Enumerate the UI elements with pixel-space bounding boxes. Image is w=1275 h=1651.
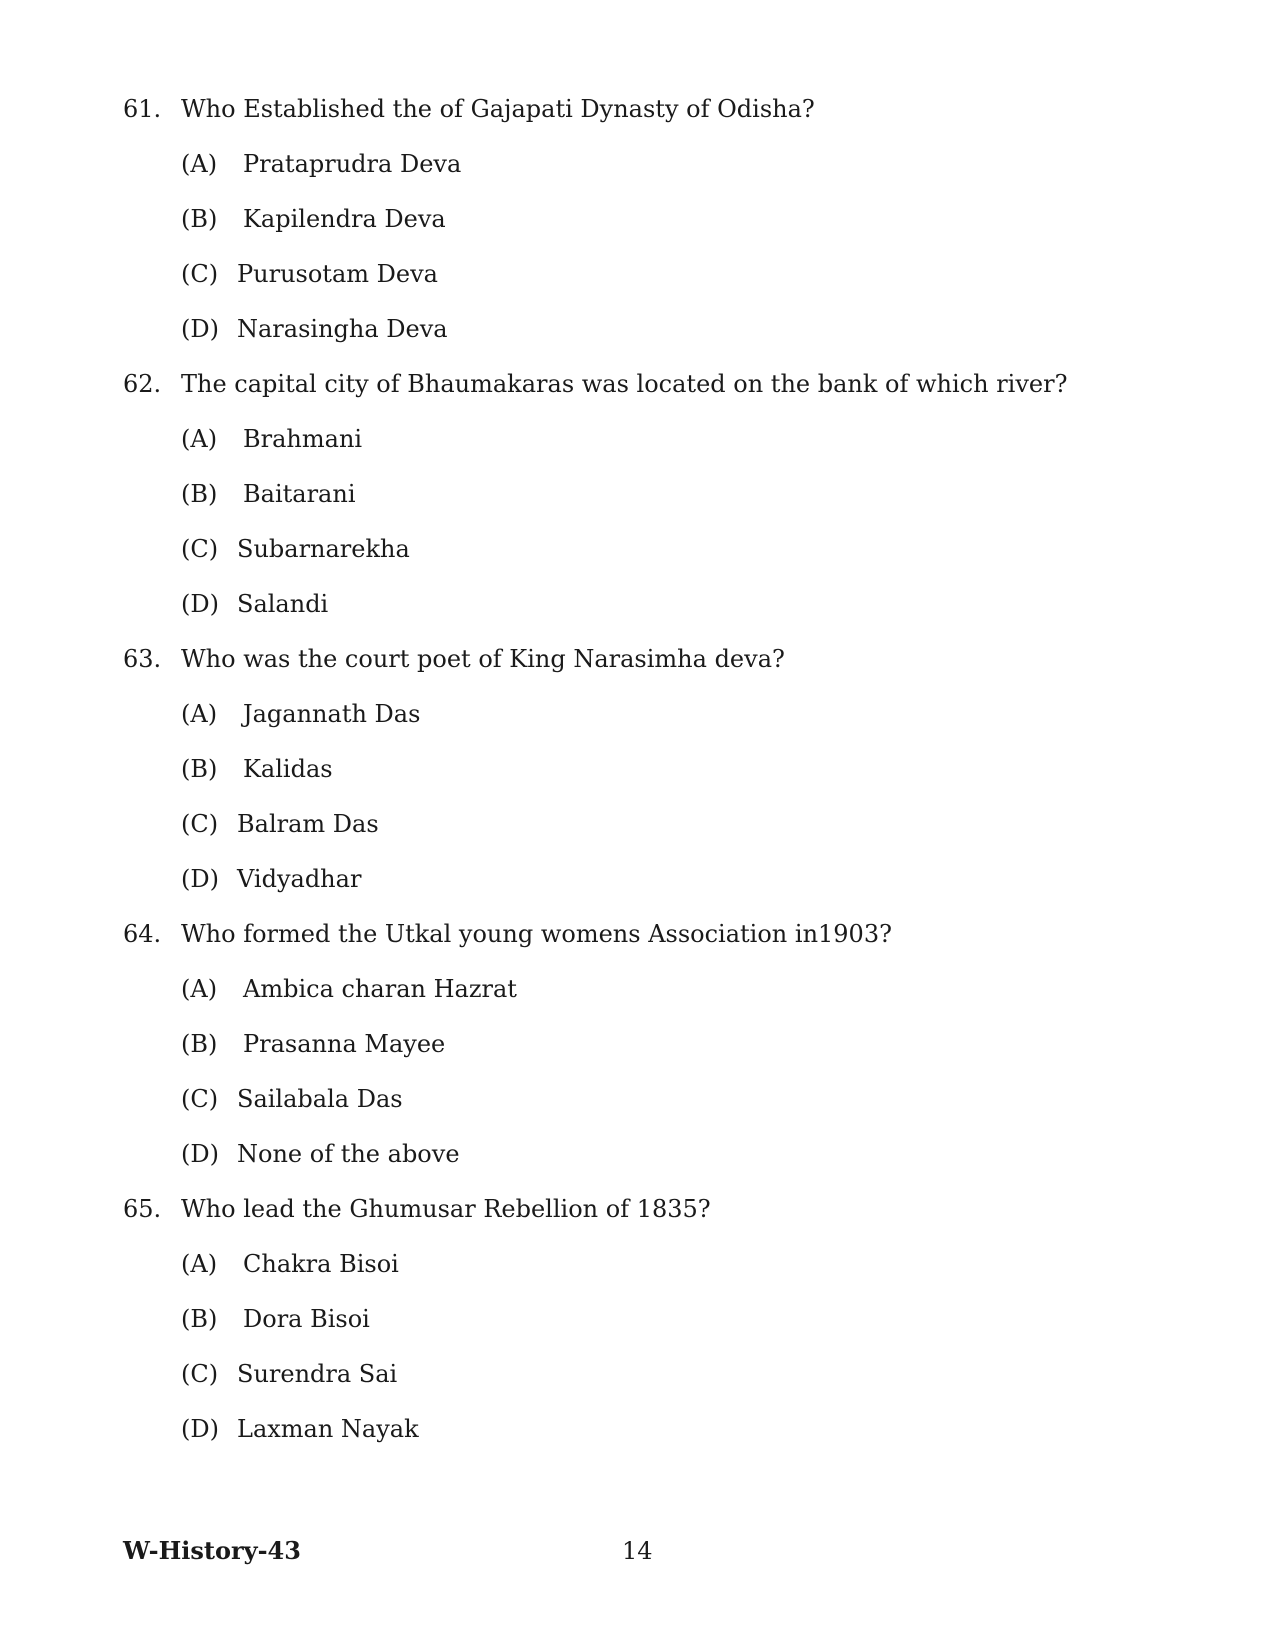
page-number: 14: [622, 1537, 653, 1565]
question-stem: [123, 644, 1173, 699]
option-d: [123, 1139, 1173, 1194]
option-text: Vidyadhar: [237, 865, 362, 893]
option-c: [123, 259, 1173, 314]
option-text: Salandi: [237, 590, 329, 618]
option-text: None of the above: [237, 1140, 460, 1168]
option-list: [123, 424, 1173, 644]
option-c: [123, 534, 1173, 589]
paper-code: W-History-43: [123, 1536, 301, 1565]
option-text: Prataprudra Deva: [243, 150, 462, 178]
option-d: [123, 864, 1173, 919]
question-number: 62.: [123, 370, 162, 398]
option-text: Ambica charan Hazrat: [243, 975, 517, 1003]
question-stem: [123, 1194, 1173, 1249]
option-text: Kalidas: [243, 755, 333, 783]
option-label: (A): [181, 425, 218, 453]
option-c: [123, 809, 1173, 864]
option-text: Surendra Sai: [237, 1360, 398, 1388]
option-text: Sailabala Das: [237, 1085, 403, 1113]
option-label: (D): [181, 865, 219, 893]
option-label: (C): [181, 1085, 219, 1113]
question-stem: [123, 369, 1173, 424]
option-d: [123, 589, 1173, 644]
option-text: Subarnarekha: [237, 535, 410, 563]
option-label: (B): [181, 205, 218, 233]
question-61: [123, 94, 1173, 369]
option-label: (A): [181, 975, 218, 1003]
question-number: 64.: [123, 920, 162, 948]
option-b: [123, 479, 1173, 534]
option-list: [123, 974, 1173, 1194]
option-a: [123, 424, 1173, 479]
option-text: Laxman Nayak: [237, 1415, 419, 1443]
option-a: [123, 1249, 1173, 1304]
question-text: Who was the court poet of King Narasimha deva?: [181, 645, 785, 673]
option-label: (D): [181, 1415, 219, 1443]
option-label: (C): [181, 810, 219, 838]
option-b: [123, 1304, 1173, 1359]
question-63: [123, 644, 1173, 919]
question-text: Who Established the of Gajapati Dynasty of Odisha?: [181, 95, 815, 123]
option-label: (C): [181, 1360, 219, 1388]
option-d: [123, 1414, 1173, 1469]
question-stem: [123, 94, 1173, 149]
option-label: (C): [181, 260, 219, 288]
question-text: Who formed the Utkal young womens Association in1903?: [181, 920, 892, 948]
option-text: Baitarani: [243, 480, 356, 508]
option-label: (B): [181, 480, 218, 508]
option-list: [123, 149, 1173, 369]
option-d: [123, 314, 1173, 369]
option-label: (C): [181, 535, 219, 563]
option-text: Prasanna Mayee: [243, 1030, 446, 1058]
option-label: (A): [181, 700, 218, 728]
option-text: Brahmani: [243, 425, 363, 453]
option-b: [123, 754, 1173, 809]
question-number: 63.: [123, 645, 162, 673]
option-b: [123, 1029, 1173, 1084]
option-c: [123, 1084, 1173, 1139]
option-a: [123, 149, 1173, 204]
option-label: (A): [181, 150, 218, 178]
option-label: (D): [181, 315, 219, 343]
question-text: Who lead the Ghumusar Rebellion of 1835?: [181, 1195, 711, 1223]
question-text: The capital city of Bhaumakaras was located on the bank of which river?: [181, 370, 1068, 398]
option-label: (B): [181, 1030, 218, 1058]
option-text: Dora Bisoi: [243, 1305, 370, 1333]
option-label: (B): [181, 755, 218, 783]
question-stem: [123, 919, 1173, 974]
option-label: (D): [181, 1140, 219, 1168]
option-label: (D): [181, 590, 219, 618]
option-list: [123, 1249, 1173, 1469]
question-number: 65.: [123, 1195, 162, 1223]
question-list: [123, 94, 1173, 1469]
option-a: [123, 974, 1173, 1029]
option-text: Balram Das: [237, 810, 379, 838]
option-text: Kapilendra Deva: [243, 205, 446, 233]
question-64: [123, 919, 1173, 1194]
option-a: [123, 699, 1173, 754]
option-label: (A): [181, 1250, 218, 1278]
question-65: [123, 1194, 1173, 1469]
option-label: (B): [181, 1305, 218, 1333]
question-62: [123, 369, 1173, 644]
option-c: [123, 1359, 1173, 1414]
option-text: Jagannath Das: [243, 700, 421, 728]
option-b: [123, 204, 1173, 259]
option-text: Chakra Bisoi: [243, 1250, 399, 1278]
option-text: Purusotam Deva: [237, 260, 438, 288]
question-number: 61.: [123, 95, 162, 123]
option-list: [123, 699, 1173, 919]
option-text: Narasingha Deva: [237, 315, 448, 343]
